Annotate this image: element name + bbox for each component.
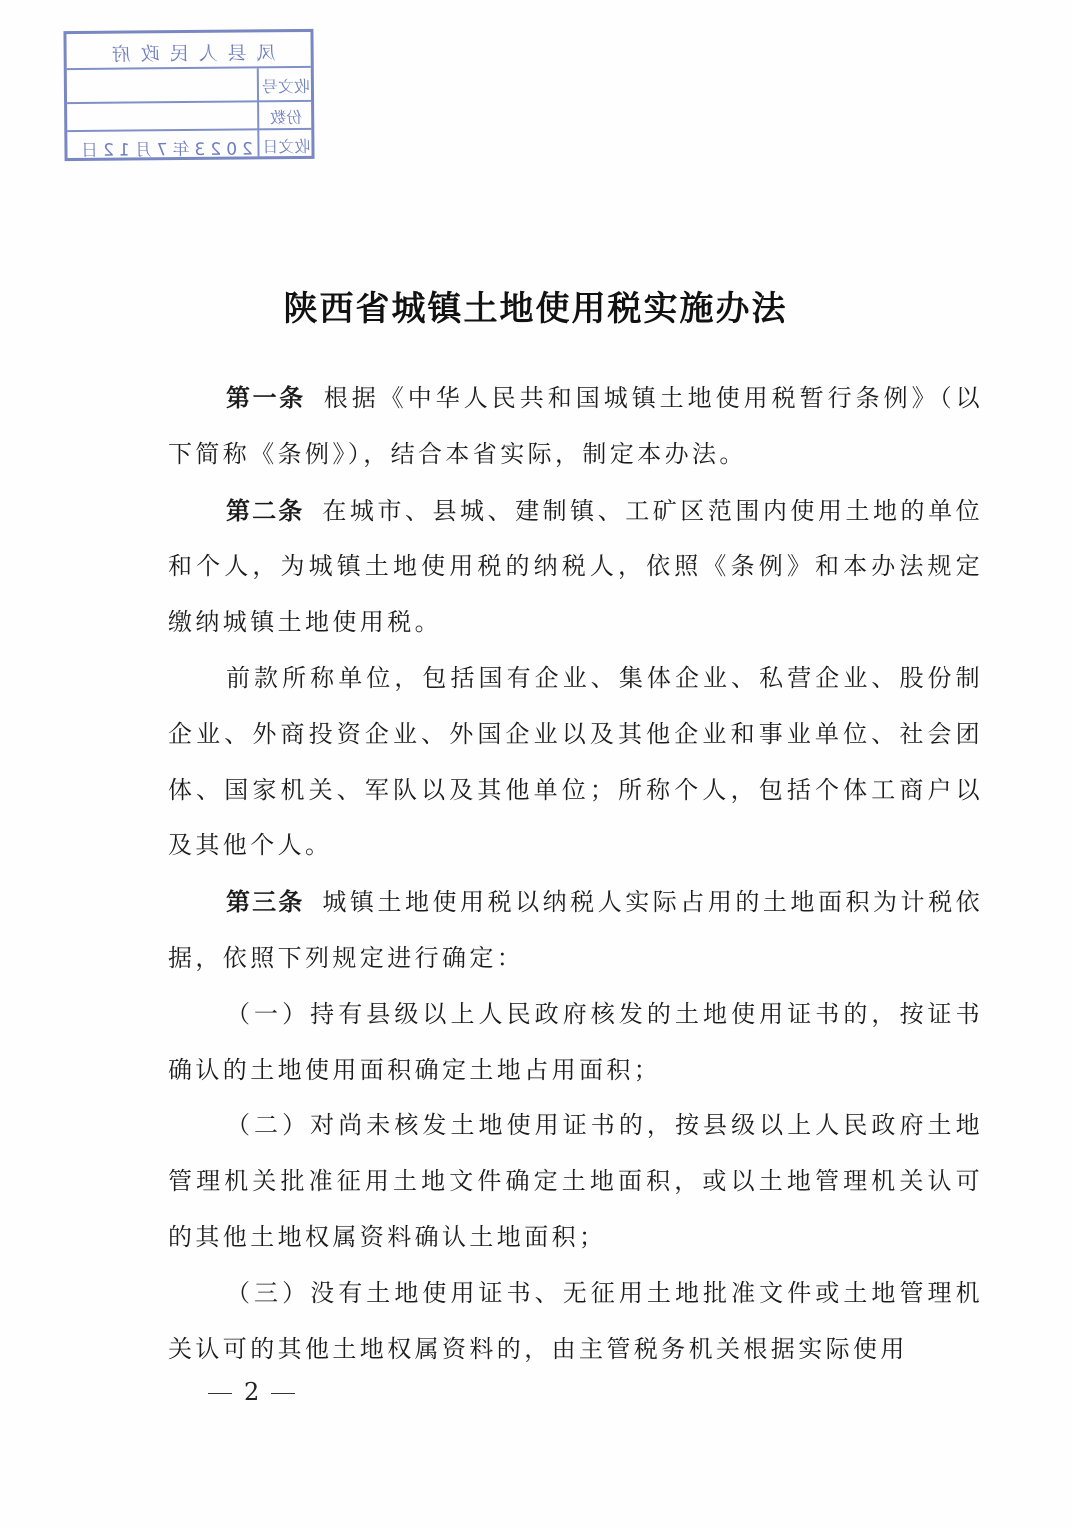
paragraph (168, 1266, 983, 1378)
page-number (196, 1378, 307, 1406)
stamp-title: 凤县人民政府 (101, 42, 276, 66)
paragraph (168, 987, 983, 1099)
paragraph-text: （三）没有土地使用证书、无征用土地批准文件或土地管理机关认可的其他土地权属资料的，由主管税务机关根据实际使用 (168, 1278, 983, 1363)
page-number-dash-left (208, 1393, 232, 1394)
article-heading: 第二条 (226, 495, 305, 525)
paragraph-text: 在城市、县城、建制镇、工矿区范围内使用土地的单位和个人，为城镇土地使用税的纳税人，依照《条例》和本办法规定缴纳城镇土地使用税。 (168, 496, 984, 637)
paragraph-text: 根据《中华人民共和国城镇土地使用税暂行条例》（以下简称《条例》），结合本省实际，制定本办法。 (168, 384, 983, 468)
paragraph (168, 483, 983, 651)
article-heading: 第三条 (226, 887, 305, 917)
page-number-dash-right (271, 1393, 295, 1394)
stamp-date: 2023年7月12日 (76, 139, 253, 161)
document-title: 陕西省城镇土地使用税实施办法 (283, 289, 788, 329)
stamp-label-date: 收文日 (262, 136, 311, 157)
page-number-value: 2 (244, 1378, 260, 1406)
paragraph-text: 前款所称单位，包括国有企业、集体企业、私营企业、股份制企业、外商投资企业、外国企业以及其他企业和事业单位、社会团体、国家机关、军队以及其他单位；所称个人，包括个体工商户以及其他个人。 (168, 663, 983, 860)
paragraph (168, 370, 983, 483)
stamp-label-number: 收文号 (261, 76, 311, 97)
receipt-stamp (63, 29, 314, 161)
paragraph-text: （二）对尚未核发土地使用证书的，按县级以上人民政府土地管理机关批准征用土地文件确定土地面积，或以土地管理机关认可的其他土地权属资料确认土地面积； (168, 1111, 983, 1251)
paragraph (168, 651, 983, 874)
paragraph-text: （一）持有县级以上人民政府核发的土地使用证书的，按证书确认的土地使用面积确定土地占用面积； (168, 999, 983, 1084)
stamp-label-copies: 份数 (270, 108, 303, 128)
article-heading: 第一条 (226, 383, 306, 412)
paragraph (168, 874, 983, 987)
document-body (168, 370, 983, 1377)
paragraph-text: 城镇土地使用税以纳税人实际占用的土地面积为计税依据，依照下列规定进行确定： (168, 888, 984, 972)
paragraph (168, 1098, 983, 1265)
